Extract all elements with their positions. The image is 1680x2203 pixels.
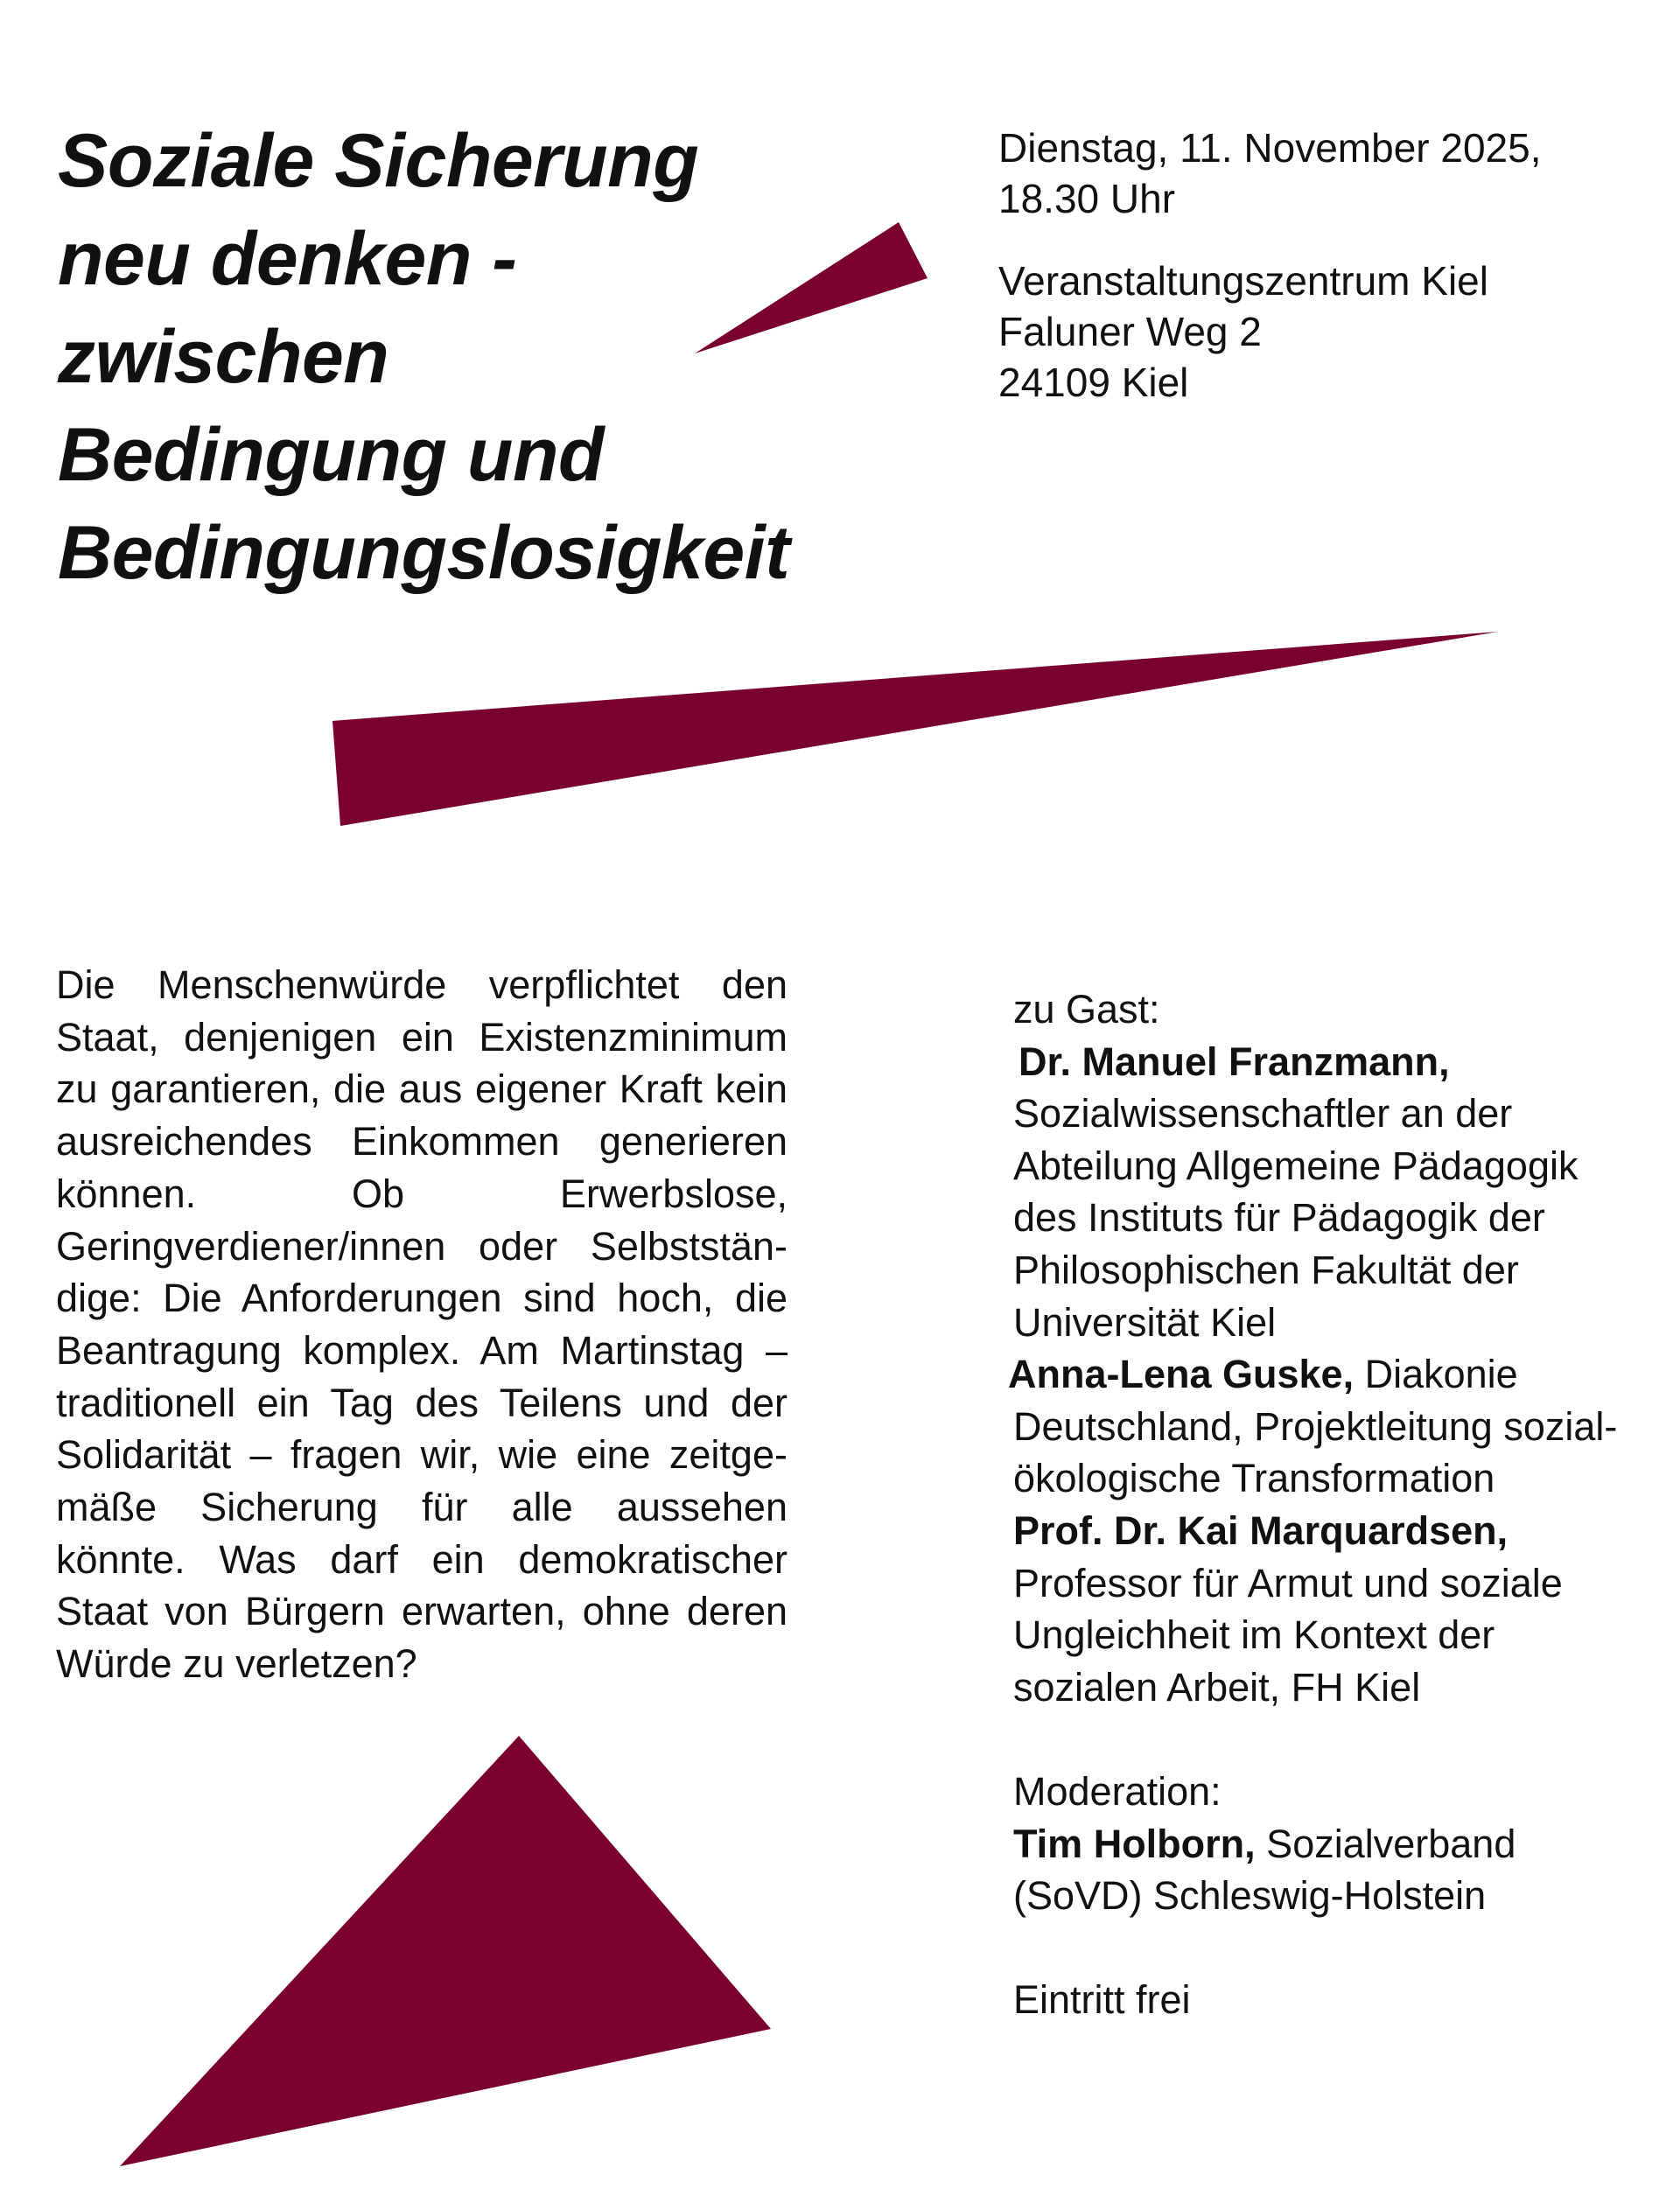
guest-name: Anna-Lena Guske, [1008,1352,1354,1397]
guest-description-line: Ungleichheit im Kontext der [1013,1612,1495,1658]
guest-name: Prof. Dr. Kai Marquardsen, [1013,1507,1508,1553]
moderator-line [1013,1818,1661,1871]
guest-description-line: Professor für Armut und soziale [1013,1560,1563,1605]
title-line: Bedingungslosigkeit [58,511,790,595]
guest-description-line: des Instituts für Pädagogik der [1013,1195,1545,1241]
guest-description-line: Universität Kiel [1013,1299,1277,1345]
guest-description-line: Abteilung Allgemeine Pädagogik [1013,1143,1578,1188]
event-venue: Veranstaltungszentrum Kiel [998,258,1488,304]
event-date: Dienstag, 11. November 2025, [998,125,1542,171]
title-line: neu denken - [58,217,517,301]
guest-name: Dr. Manuel Franzmann, [1018,1039,1450,1084]
title-line: Bedingung und [58,413,605,497]
admission-note: Eintritt frei [1013,1977,1191,2023]
guests-heading: zu Gast: [1013,987,1160,1032]
guest-list [1008,983,1661,2026]
title-line: Soziale Sicherung [58,119,699,203]
event-title [58,112,845,602]
guest-description-line: sozialen Arbeit, FH Kiel [1013,1664,1421,1710]
large-lower-triangle [120,1736,771,2166]
event-details [998,122,1663,408]
guest-affiliation: Diakonie [1354,1352,1518,1397]
event-time: 18.30 Uhr [998,176,1176,221]
moderation-heading: Moderation: [1013,1768,1222,1814]
title-line: zwischen [58,315,389,399]
event-street: Faluner Weg 2 [998,309,1262,354]
moderator-name: Tim Holborn, [1013,1821,1256,1866]
guest-guske-line [1008,1348,1661,1401]
guest-description-line: Deutschland, Projektleitung sozial- [1013,1403,1618,1449]
moderator-description-line: (SoVD) Schleswig-Holstein [1013,1873,1487,1919]
guest-franzmann-name [1013,1036,1661,1088]
guest-description-line: ökologische Transformation [1013,1456,1495,1501]
guest-marquardsen-name [1013,1505,1661,1557]
long-wedge-triangle [332,632,1498,826]
moderator-affiliation: Sozialverband [1255,1821,1516,1866]
guest-description-line: Philosophischen Fakultät der [1013,1247,1519,1292]
event-city: 24109 Kiel [998,360,1189,405]
event-description: Die Menschenwürde verpflichtet den Staat, denjenigen ein Existenzminimum zu garantieren, die aus eigener Kraft kein ausreichendes Einkommen generieren können. Ob Erwerbslose, Geringverdiener/innen oder Selbstständige: Die Anforderungen sind hoch, die Beantragung komplex. Am Martinstag – traditionell ein Tag des Teilens und der Solidarität – fragen wir, wie eine zeitgemäße Sicherung für alle aussehen könnte. Was darf ein demokratischer Staat von Bürgern erwarten, ohne deren Würde zu verletzen? [56,962,788,1687]
guest-description-line: Sozialwissenschaftler an der [1013,1091,1513,1136]
